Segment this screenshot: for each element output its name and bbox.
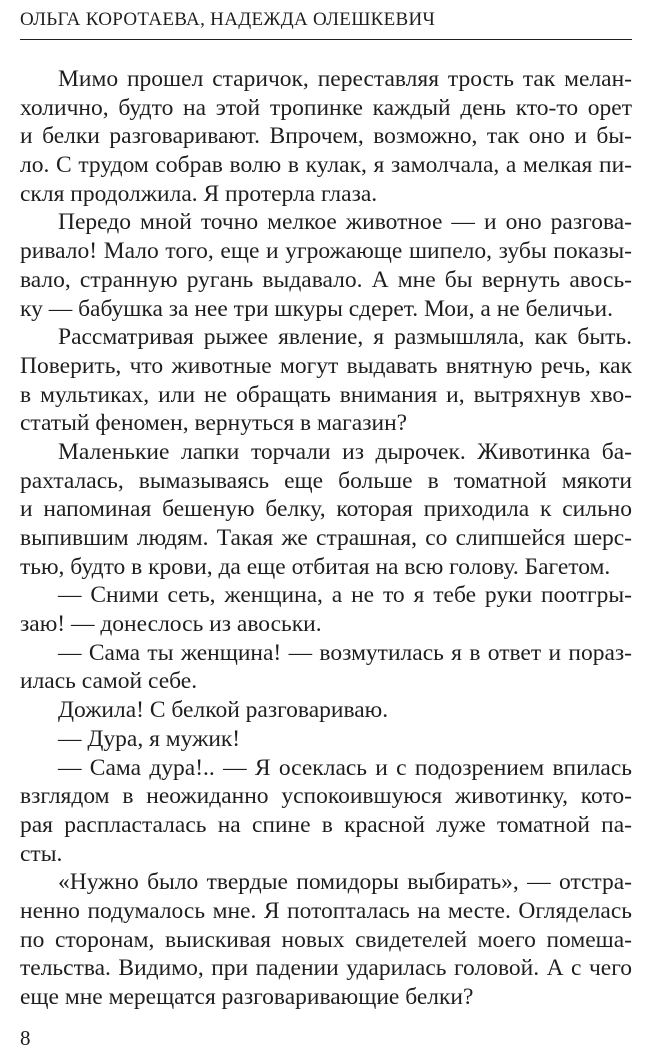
paragraph: [20, 696, 632, 725]
text-line: статый феномен, вернуться в магазин?: [20, 410, 408, 437]
text-line: — Сама ты женщина! — возмутилась я в ответ и пораз-: [58, 639, 632, 666]
text-line: Мимо прошел старичок, переставляя трость так мелан-: [58, 66, 632, 92]
text-line: холично, будто на этой тропинке каждый день кто-то орет: [20, 94, 632, 121]
paragraph: [20, 868, 632, 1011]
paragraph: [20, 438, 632, 581]
text-line: — Дура, я мужик!: [58, 725, 241, 752]
text-line: — Сама дура!.. — Я осеклась и с подозрением впилась: [58, 754, 632, 781]
text-line: Маленькие лапки торчали из дырочек. Животинка ба-: [58, 438, 632, 465]
text-line: рахталась, вымазываясь еще больше в томатной мякоти: [20, 467, 632, 494]
paragraph: [20, 208, 632, 323]
text-line: Передо мной точно мелкое животное — и оно разгова-: [58, 209, 632, 236]
text-line: скля продолжила. Я протерла глаза.: [20, 180, 378, 207]
paragraph: [20, 725, 632, 754]
text-line: выпившим людям. Такая же страшная, со слипшейся шерс-: [20, 525, 632, 551]
text-line: еще мне мерещатся разговаривающие белки?: [20, 984, 474, 1010]
text-line: «Нужно было твердые помидоры выбирать», — отстра-: [58, 869, 632, 896]
body-text: [20, 65, 632, 1012]
paragraph: [20, 65, 632, 208]
text-line: вало, странную ругань выдавало. А мне бы вернуть авось-: [20, 266, 632, 293]
text-line: ривало! Мало того, еще и угрожающе шипело, зубы показы-: [20, 238, 632, 265]
text-line: тельства. Видимо, при падении ударилась головой. А с чего: [20, 955, 632, 982]
text-line: Дожила! С белкой разговариваю.: [58, 697, 389, 724]
running-header: ОЛЬГА КОРОТАЕВА, НАДЕЖДА ОЛЕШКЕВИЧ: [20, 9, 436, 30]
text-line: рая распласталась на спине в красной луже томатной па-: [20, 811, 632, 838]
text-line: заю! — донеслось из авоськи.: [20, 611, 322, 638]
paragraph: [20, 581, 632, 638]
text-line: Поверить, что животные могут выдавать внятную речь, как: [20, 352, 632, 379]
text-line: и напоминая бешеную белку, которая приходила к сильно: [20, 496, 632, 523]
text-line: сты.: [20, 840, 63, 867]
paragraph: [20, 323, 632, 438]
text-line: — Сними сеть, женщина, а не то я тебе руки поотгры-: [58, 582, 632, 609]
paragraph: [20, 639, 632, 696]
paragraph: [20, 754, 632, 869]
text-line: тью, будто в крови, да еще отбитая на всю голову. Багетом.: [20, 553, 611, 580]
text-line: в мультиках, или не обращать внимания и, вытряхнув хво-: [20, 381, 632, 408]
text-line: ненно подумалось мне. Я потопталась на месте. Огляделась: [20, 897, 632, 924]
text-line: Рассматривая рыжее явление, я размышляла, как быть.: [58, 324, 632, 351]
page-number: 8: [20, 1026, 31, 1050]
text-line: взглядом в неожиданно успокоившуюся животинку, кото-: [20, 783, 632, 810]
text-line: и белки разговаривают. Впрочем, возможно, так оно и бы-: [20, 123, 632, 150]
text-line: ку — бабушка за нее три шкуры сдерет. Мои, а не беличьи.: [20, 295, 613, 322]
text-line: илась самой себе.: [20, 668, 198, 695]
header-rule: [20, 39, 632, 40]
text-line: ло. С трудом собрав волю в кулак, я замолчала, а мелкая пи-: [20, 152, 632, 179]
text-line: по сторонам, выискивая новых свидетелей моего помеша-: [20, 926, 632, 953]
